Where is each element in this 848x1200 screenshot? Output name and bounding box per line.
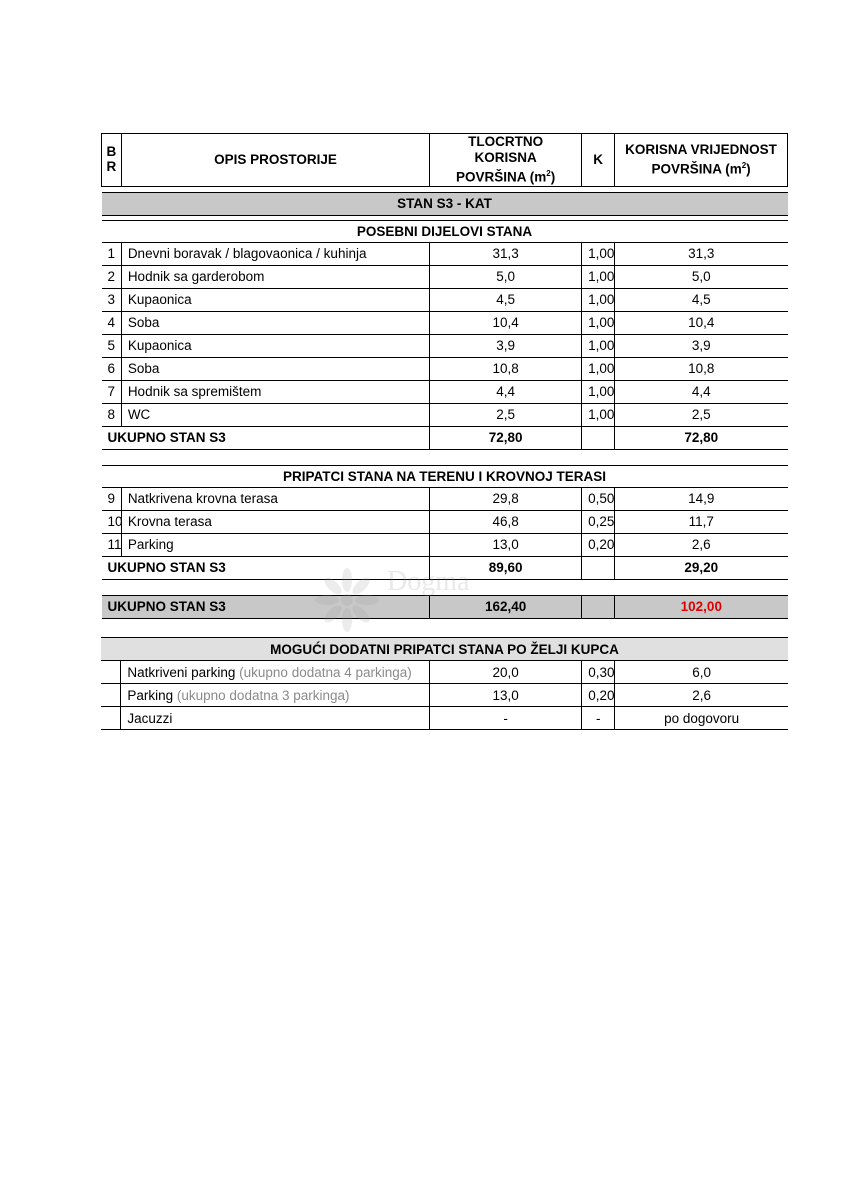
apartment-area-table [101, 133, 788, 619]
row-description [121, 707, 430, 730]
row-description: Soba [121, 357, 429, 380]
row-tlocrtno: 13,0 [430, 684, 582, 707]
total-korisna: 29,20 [615, 556, 788, 579]
row-tlocrtno: 5,0 [430, 265, 582, 288]
row-k: 1,00 [582, 357, 615, 380]
total-korisna: 72,80 [615, 426, 788, 449]
row-description [121, 684, 430, 707]
row-note: (ukupno dodatna 4 parkinga) [239, 664, 412, 680]
row-number: 10 [102, 510, 122, 533]
row-k: 0,20 [582, 533, 615, 556]
row-description: Kupaonica [121, 334, 429, 357]
grand-total-korisna: 102,00 [615, 595, 788, 618]
row-korisna: 2,5 [615, 403, 788, 426]
extras-title: MOGUĆI DODATNI PRIPATCI STANA PO ŽELJI KUPCA [101, 638, 788, 661]
row-tlocrtno: 31,3 [430, 242, 582, 265]
row-k: 1,00 [582, 380, 615, 403]
row-k: 1,00 [582, 242, 615, 265]
section-title-pripatci: PRIPATCI STANA NA TERENU I KROVNOJ TERASI [102, 465, 788, 487]
row-number [101, 661, 121, 684]
extras-rows [101, 661, 788, 730]
row-description-label: Parking [127, 687, 174, 703]
row-number: 4 [102, 311, 122, 334]
row-description: Parking [121, 533, 429, 556]
row-description-label: Jacuzzi [127, 710, 173, 726]
table-row [101, 707, 788, 730]
row-number: 5 [102, 334, 122, 357]
table-row [101, 661, 788, 684]
row-korisna: 31,3 [615, 242, 788, 265]
header-korisna: KORISNA VRIJEDNOST POVRŠINA $(m^2)$ [615, 134, 788, 187]
row-korisna: 5,0 [615, 265, 788, 288]
row-k: 1,00 [582, 403, 615, 426]
watermark-logo [312, 560, 552, 640]
row-description: Hodnik sa garderobom [121, 265, 429, 288]
total-k [582, 426, 615, 449]
row-k: 1,00 [582, 265, 615, 288]
row-korisna: 3,9 [615, 334, 788, 357]
row-tlocrtno: 10,8 [430, 357, 582, 380]
row-korisna: 6,0 [615, 661, 788, 684]
row-description: Dnevni boravak / blagovaonica / kuhinja [121, 242, 429, 265]
table-row [102, 265, 788, 288]
total-tlocrtno: 89,60 [430, 556, 582, 579]
row-tlocrtno: 29,8 [430, 487, 582, 510]
row-tlocrtno: 4,4 [430, 380, 582, 403]
row-note: (ukupno dodatna 3 parkinga) [176, 687, 350, 703]
row-korisna: 11,7 [615, 510, 788, 533]
row-k: 0,20 [582, 684, 615, 707]
table-row [102, 510, 788, 533]
row-korisna: 4,5 [615, 288, 788, 311]
grand-total-k [582, 595, 615, 618]
extras-table [101, 637, 788, 730]
row-k: 1,00 [582, 288, 615, 311]
total-label: UKUPNO STAN S3 [102, 426, 430, 449]
table-row [102, 288, 788, 311]
grand-total-label: UKUPNO STAN S3 [102, 595, 430, 618]
row-number: 9 [102, 487, 122, 510]
row-description: Kupaonica [121, 288, 429, 311]
row-k: 0,30 [582, 661, 615, 684]
row-k: 0,50 [582, 487, 615, 510]
total-tlocrtno: 72,80 [430, 426, 582, 449]
table-row [102, 311, 788, 334]
row-k: - [582, 707, 615, 730]
row-k: 1,00 [582, 334, 615, 357]
table-row [102, 357, 788, 380]
section2-rows [102, 487, 788, 556]
total-label: UKUPNO STAN S3 [102, 556, 430, 579]
row-korisna: po dogovoru [615, 707, 788, 730]
row-description-label: Natkriveni parking [127, 664, 236, 680]
row-tlocrtno: 4,5 [430, 288, 582, 311]
header-tlocrtno: TLOCRTNO KORISNA POVRŠINA $(m^2)$ [430, 134, 582, 187]
row-tlocrtno: 20,0 [430, 661, 582, 684]
table-row [102, 533, 788, 556]
row-number: 8 [102, 403, 122, 426]
row-k: 0,25 [582, 510, 615, 533]
row-description: Natkrivena krovna terasa [121, 487, 429, 510]
flower-icon [312, 560, 382, 640]
header-k: K [582, 134, 615, 187]
row-korisna: 14,9 [615, 487, 788, 510]
table-header [102, 134, 788, 187]
header-opis: OPIS PROSTORIJE [121, 134, 429, 187]
row-tlocrtno: 46,8 [430, 510, 582, 533]
row-number: 1 [102, 242, 122, 265]
row-korisna: 4,4 [615, 380, 788, 403]
row-tlocrtno: - [430, 707, 582, 730]
table-row [102, 242, 788, 265]
row-number: 6 [102, 357, 122, 380]
row-number: 11 [102, 533, 122, 556]
total-k [582, 556, 615, 579]
row-tlocrtno: 2,5 [430, 403, 582, 426]
stan-title: STAN S3 - KAT [102, 192, 788, 215]
row-k: 1,00 [582, 311, 615, 334]
row-korisna: 2,6 [615, 533, 788, 556]
row-description: Soba [121, 311, 429, 334]
watermark-brand: Dogma [387, 566, 470, 597]
row-tlocrtno: 10,4 [430, 311, 582, 334]
grand-total-tlocrtno: 162,40 [430, 595, 582, 618]
row-description: WC [121, 403, 429, 426]
row-description [121, 661, 430, 684]
section1-total-row [102, 426, 788, 449]
row-number [101, 707, 121, 730]
row-korisna: 10,8 [615, 357, 788, 380]
row-tlocrtno: 3,9 [430, 334, 582, 357]
row-tlocrtno: 13,0 [430, 533, 582, 556]
row-number: 7 [102, 380, 122, 403]
row-korisna: 2,6 [615, 684, 788, 707]
table-row [102, 380, 788, 403]
row-description: Hodnik sa spremištem [121, 380, 429, 403]
table-row [102, 487, 788, 510]
header-br: B R [102, 134, 122, 187]
table-row [101, 684, 788, 707]
table-row [102, 403, 788, 426]
table-row [102, 334, 788, 357]
section1-rows [102, 242, 788, 426]
row-korisna: 10,4 [615, 311, 788, 334]
row-description: Krovna terasa [121, 510, 429, 533]
section-title-posebni: POSEBNI DIJELOVI STANA [102, 220, 788, 242]
row-number [101, 684, 121, 707]
row-number: 3 [102, 288, 122, 311]
row-number: 2 [102, 265, 122, 288]
